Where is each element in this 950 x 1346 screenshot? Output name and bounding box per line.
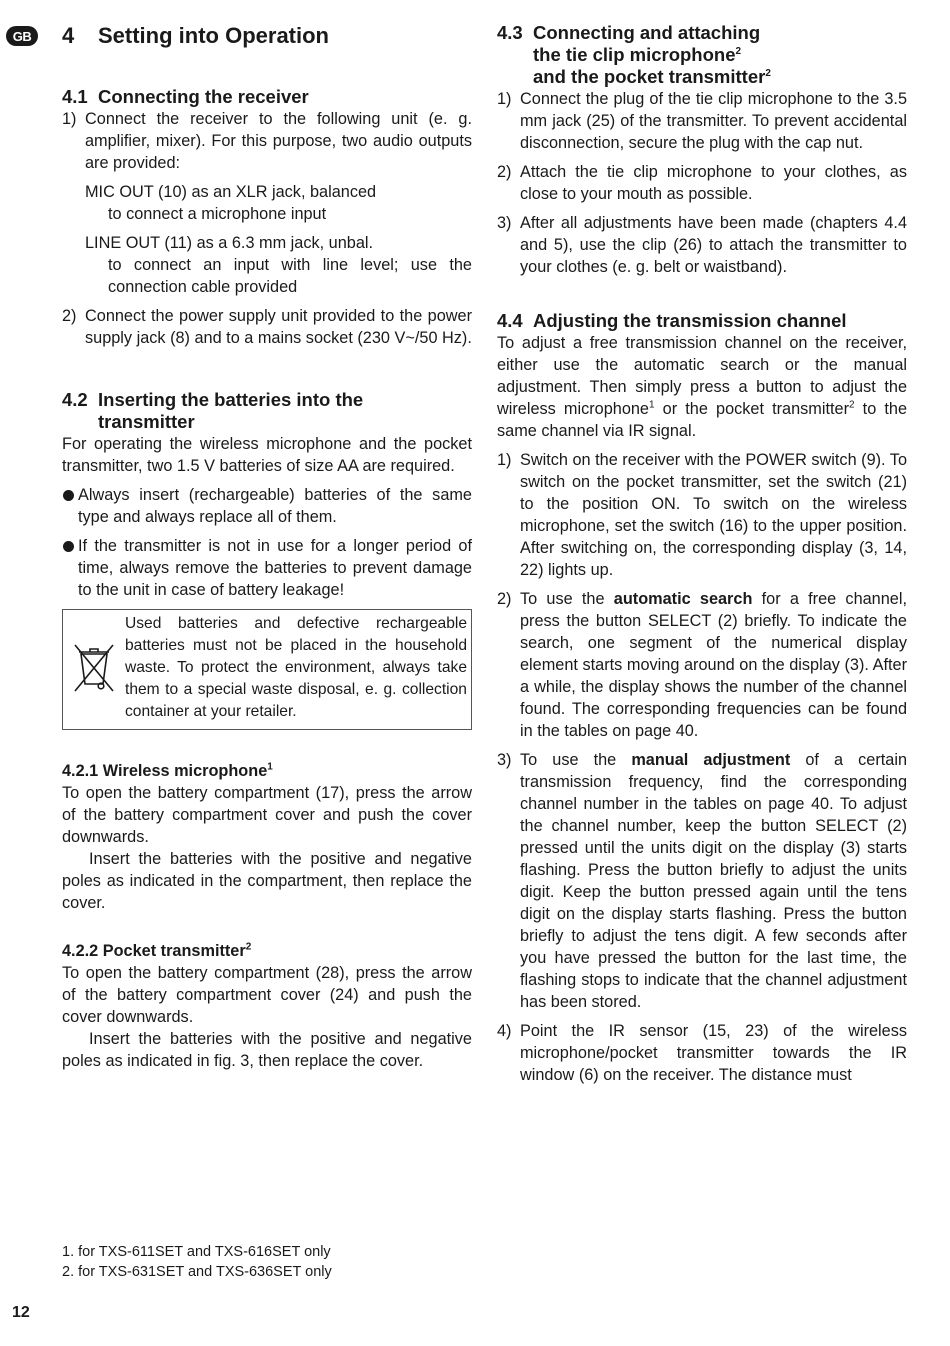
crossed-out-wheeled-bin-icon	[63, 613, 125, 723]
language-badge: GB	[6, 26, 38, 46]
mic-out-description: MIC OUT (10) as an XLR jack, balanced to connect a microphone input	[85, 183, 377, 223]
list-item: 4) Point the IR sensor (15, 23) of the wireless microphone/pocket transmitter towards the IR window (6) on the receiver. The distance must	[497, 1022, 907, 1084]
list-item: 1) Connect the plug of the tie clip microphone to the 3.5 mm jack (25) of the transmitter. To prevent accidental disconnection, secure the plug with the cap nut.	[497, 90, 907, 152]
right-column	[497, 22, 907, 1086]
section-4-2-intro: For operating the wireless microphone and the pocket transmitter, two 1.5 V batteries of size AA are required.	[62, 435, 472, 475]
list-item: 2) Attach the tie clip microphone to your clothes, as close to your mouth as possible.	[497, 163, 907, 203]
section-4-3-heading: 4.3 Connecting and attaching the tie clip microphone$^2$ and the pocket transmitter$^2$	[497, 22, 771, 87]
list-item: 2) To use the automatic search for a free channel, press the button SELECT (2) briefly. To indicate the search, one segment of the numerical display element starts moving around on the display (3). After a while, the display shows the number of the channel found. The corresponding frequencies can be found in the tables on page 40.	[497, 590, 907, 740]
footnotes: 1. for TXS-611SET and TXS-616SET only 2. for TXS-631SET and TXS-636SET only	[62, 1244, 332, 1280]
section-4-4-heading: 4.4 Adjusting the transmission channel	[497, 310, 847, 331]
paragraph: Insert the batteries with the positive and negative poles as indicated in fig. 3, then replace the cover.	[62, 1030, 472, 1070]
left-column	[62, 22, 472, 1072]
list-item: If the transmitter is not in use for a longer period of time, always remove the batteries to prevent damage to the unit in case of battery leakage!	[62, 535, 472, 601]
section-4-2-2-heading: 4.2.2 Pocket transmitter$^2$	[62, 941, 252, 960]
paragraph: To open the battery compartment (17), press the arrow of the battery compartment cover and push the cover downwards.	[62, 784, 472, 846]
list-item: 3) After all adjustments have been made (chapters 4.4 and 5), use the clip (26) to attach the transmitter to your clothes (e. g. belt or waistband).	[497, 214, 907, 276]
list-item: 1) Switch on the receiver with the POWER switch (9). To switch on the pocket transmitter, set the switch (21) to the position ON. To switch on the wireless microphone, set the switch (16) to the upper position. After switching on, the corresponding display (3, 14, 22) lights up.	[497, 451, 907, 579]
bullet-icon	[62, 484, 78, 528]
bullet-icon	[62, 535, 78, 601]
list-item: 2) Connect the power supply unit provided to the power supply jack (8) and to a mains socket (230 V~/50 Hz).	[62, 307, 472, 347]
paragraph: To open the battery compartment (28), press the arrow of the battery compartment cover (24) and push the cover downwards.	[62, 964, 472, 1026]
section-4-1-heading: 4.1 Connecting the receiver	[62, 86, 309, 107]
page-number: 12	[12, 1304, 30, 1321]
paragraph: Insert the batteries with the positive and negative poles as indicated in the compartment, then replace the cover.	[62, 850, 472, 912]
list-item: Always insert (rechargeable) batteries of the same type and always replace all of them.	[62, 484, 472, 528]
battery-disposal-note: Used batteries and defective rechargeable batteries must not be placed in the household waste. To protect the environment, always take them to a special waste disposal, e. g. collection container at your retailer.	[62, 609, 472, 730]
line-out-description: LINE OUT (11) as a 6.3 mm jack, unbal. to connect an input with line level; use the connection cable provided	[85, 234, 472, 296]
section-4-2-heading: 4.2 Inserting the batteries into the transmitter	[62, 389, 364, 432]
section-4-heading: 4 Setting into Operation	[62, 23, 329, 48]
list-item: 1) Connect the receiver to the following unit (e. g. amplifier, mixer). For this purpose, two audio outputs are provided:	[62, 110, 472, 172]
list-item: 3) To use the manual adjustment of a certain transmission frequency, find the corresponding channel number in the tables on page 40. To adjust the channel number, keep the button SELECT (2) pressed until the units digit on the display (3) starts flashing. Press the button briefly to adjust the units digit. Keep the button pressed again until the tens digit on the display starts flashing. Press the button briefly to adjust the tens digit. A few seconds after you have pressed the button for the last time, the flashing stops to indicate that the channel adjustment has been stored.	[497, 751, 908, 1011]
section-4-4-intro: To adjust a free transmission channel on the receiver, either use the automatic search or the manual adjustment. Then simply press a button to adjust the wireless microphone$^1$ or the pocket transmitter$^2$ to the same channel via IR signal.	[497, 334, 907, 440]
section-4-2-1-heading: 4.2.1 Wireless microphone$^1$	[62, 761, 273, 780]
